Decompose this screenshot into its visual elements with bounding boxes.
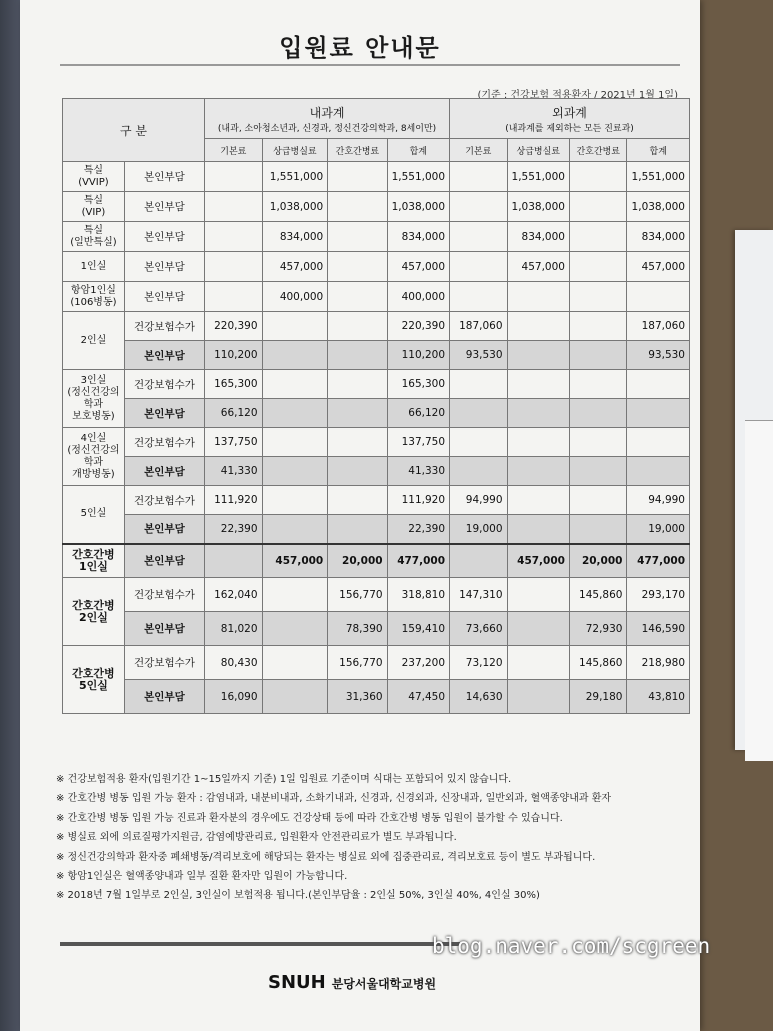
charge-type-label: 본인부담 — [124, 252, 204, 282]
subheader-cell: 상급병실료 — [262, 139, 328, 162]
fee-value — [450, 252, 508, 282]
charge-type-label: 건강보험수가 — [124, 486, 204, 515]
surgical-name: 외과계 — [552, 105, 587, 120]
fee-value — [262, 341, 328, 370]
fee-value — [262, 578, 328, 612]
fee-value: 1,038,000 — [262, 192, 328, 222]
fee-value: 41,330 — [205, 457, 263, 486]
subheader-cell: 기본료 — [450, 139, 508, 162]
fee-value — [262, 680, 328, 714]
charge-type-label: 건강보험수가 — [124, 578, 204, 612]
fee-value: 110,200 — [387, 341, 449, 370]
fee-value — [569, 252, 627, 282]
note-item: ※ 정신건강의학과 환자중 폐쇄병동/격리보호에 해당되는 환자는 병실료 외에 집중관리료, 격리보호료 등이 별도 부과됩니다. — [56, 851, 596, 863]
table-row — [63, 341, 690, 370]
fee-value: 457,000 — [507, 544, 569, 578]
fee-value: 457,000 — [627, 252, 690, 282]
fee-value: 165,300 — [387, 370, 449, 399]
room-category: 5인실 — [63, 486, 125, 544]
fee-value — [569, 162, 627, 192]
fee-value — [569, 192, 627, 222]
fee-value — [507, 680, 569, 714]
fee-value — [205, 544, 263, 578]
charge-type-label: 건강보험수가 — [124, 428, 204, 457]
fee-value: 159,410 — [387, 612, 449, 646]
fee-value: 834,000 — [627, 222, 690, 252]
fee-value — [627, 399, 690, 428]
table-row — [63, 544, 690, 578]
surgical-desc: (내과계를 제외하는 모든 진료과) — [505, 123, 634, 134]
room-category: 4인실 (정신건강의학과 개방병동) — [63, 428, 125, 486]
fee-value: 137,750 — [205, 428, 263, 457]
fee-value: 218,980 — [627, 646, 690, 680]
fee-value — [507, 312, 569, 341]
fee-value — [262, 312, 328, 341]
blog-watermark: blog.naver.com/scgreen — [432, 934, 711, 958]
fee-value: 400,000 — [262, 282, 328, 312]
fee-value — [450, 399, 508, 428]
room-category: 항암1인실 (106병동) — [63, 282, 125, 312]
table-corner-header: 구 분 — [63, 99, 205, 162]
fee-value — [507, 578, 569, 612]
fee-value — [569, 399, 627, 428]
fee-value: 94,990 — [627, 486, 690, 515]
fee-value — [450, 457, 508, 486]
table-row — [63, 312, 690, 341]
subheader-cell: 간호간병료 — [569, 139, 627, 162]
internal-name: 내과계 — [309, 105, 345, 120]
charge-type-label: 본인부담 — [124, 192, 204, 222]
fee-value: 237,200 — [387, 646, 449, 680]
subheader-cell: 합계 — [387, 139, 449, 162]
charge-type-label: 본인부담 — [124, 544, 204, 578]
fee-value: 834,000 — [507, 222, 569, 252]
table-row — [63, 578, 690, 612]
table-row — [63, 612, 690, 646]
fee-value: 457,000 — [262, 544, 328, 578]
room-category: 1인실 — [63, 252, 125, 282]
fee-value: 43,810 — [627, 680, 690, 714]
fee-value: 1,551,000 — [507, 162, 569, 192]
room-category: 특실 (VVIP) — [63, 162, 125, 192]
fee-value: 1,038,000 — [507, 192, 569, 222]
fee-value — [627, 457, 690, 486]
fee-value: 145,860 — [569, 578, 627, 612]
fee-value — [507, 486, 569, 515]
fee-value — [507, 457, 569, 486]
charge-type-label: 본인부담 — [124, 680, 204, 714]
fee-value — [328, 457, 387, 486]
fee-value — [569, 341, 627, 370]
document-page — [20, 0, 700, 1031]
fee-value: 78,390 — [328, 612, 387, 646]
note-item: ※ 2018년 7월 1일부로 2인실, 3인실이 보험적용 됩니다.(본인부담율 : 2인실 50%, 3인실 40%, 4인실 30%) — [56, 890, 540, 902]
bottom-divider — [60, 942, 460, 946]
note-item: ※ 건강보험적용 환자(입원기간 1~15일까지 기준) 1일 입원료 기준이며 식대는 포함되어 있지 않습니다. — [56, 774, 512, 785]
fee-value: 19,000 — [627, 515, 690, 544]
fee-value: 41,330 — [387, 457, 449, 486]
fee-value — [450, 370, 508, 399]
fee-value: 20,000 — [569, 544, 627, 578]
fee-value: 834,000 — [262, 222, 328, 252]
table-row — [63, 428, 690, 457]
fee-value: 72,930 — [569, 612, 627, 646]
fee-value: 147,310 — [450, 578, 508, 612]
fee-value — [262, 370, 328, 399]
fee-value: 66,120 — [205, 399, 263, 428]
charge-type-label: 본인부담 — [124, 162, 204, 192]
fee-value — [507, 612, 569, 646]
note-item: ※ 병실료 외에 의료질평가지원금, 감염예방관리료, 입원환자 안전관리료가 별도 부과됩니다. — [56, 832, 457, 844]
fee-value: 14,630 — [450, 680, 508, 714]
internal-header — [205, 99, 450, 139]
fee-value: 162,040 — [205, 578, 263, 612]
fee-value — [328, 192, 387, 222]
table-row — [63, 222, 690, 252]
room-category: 간호간병 2인실 — [63, 578, 125, 646]
fee-value — [328, 312, 387, 341]
fee-value — [262, 515, 328, 544]
fee-value — [205, 282, 263, 312]
table-row — [63, 515, 690, 544]
fee-value: 400,000 — [387, 282, 449, 312]
room-category: 2인실 — [63, 312, 125, 370]
fee-value: 293,170 — [627, 578, 690, 612]
charge-type-label: 본인부담 — [124, 399, 204, 428]
fee-value — [450, 192, 508, 222]
fee-value: 187,060 — [627, 312, 690, 341]
fee-value: 111,920 — [387, 486, 449, 515]
table-row — [63, 282, 690, 312]
fee-value: 73,120 — [450, 646, 508, 680]
table-row — [63, 399, 690, 428]
subheader-cell: 간호간병료 — [328, 139, 387, 162]
fee-value — [262, 612, 328, 646]
room-category: 특실 (일반특실) — [63, 222, 125, 252]
fee-value: 94,990 — [450, 486, 508, 515]
fee-value — [262, 646, 328, 680]
fee-value: 187,060 — [450, 312, 508, 341]
fee-value: 73,660 — [450, 612, 508, 646]
fee-value — [262, 399, 328, 428]
background-paper-2 — [745, 420, 773, 761]
fee-value: 110,200 — [205, 341, 263, 370]
notes-list — [56, 770, 696, 906]
room-category: 특실 (VIP) — [63, 192, 125, 222]
fee-value — [328, 399, 387, 428]
fee-value — [627, 370, 690, 399]
table-row — [63, 192, 690, 222]
fee-value: 220,390 — [205, 312, 263, 341]
fee-value: 1,551,000 — [627, 162, 690, 192]
fee-value: 81,020 — [205, 612, 263, 646]
fee-value: 156,770 — [328, 646, 387, 680]
fee-value — [328, 486, 387, 515]
fee-value: 1,038,000 — [387, 192, 449, 222]
fee-value — [569, 222, 627, 252]
fee-value: 111,920 — [205, 486, 263, 515]
fee-value — [328, 370, 387, 399]
document-title: 입원료 안내문 — [279, 34, 441, 62]
fee-value — [569, 515, 627, 544]
logo-name: 분당서울대학교병원 — [331, 977, 437, 991]
table-row — [63, 252, 690, 282]
charge-type-label: 건강보험수가 — [124, 312, 204, 341]
fee-value: 93,530 — [450, 341, 508, 370]
fee-value — [205, 162, 263, 192]
fee-value — [262, 428, 328, 457]
logo-mark: SNUH — [268, 972, 326, 993]
fee-value — [328, 515, 387, 544]
table-row — [63, 680, 690, 714]
fee-value: 31,360 — [328, 680, 387, 714]
fee-value — [205, 252, 263, 282]
fee-value: 22,390 — [387, 515, 449, 544]
table-row — [63, 162, 690, 192]
subheader-cell: 기본료 — [205, 139, 263, 162]
fee-value — [262, 486, 328, 515]
fee-value — [627, 428, 690, 457]
subheader-cell: 상급병실료 — [507, 139, 569, 162]
table-row — [63, 646, 690, 680]
fee-value: 66,120 — [387, 399, 449, 428]
fee-value — [507, 341, 569, 370]
fee-value — [328, 282, 387, 312]
fee-value — [205, 192, 263, 222]
fee-value: 16,090 — [205, 680, 263, 714]
fee-value — [507, 428, 569, 457]
fee-value: 47,450 — [387, 680, 449, 714]
fee-value: 477,000 — [387, 544, 449, 578]
fee-value: 220,390 — [387, 312, 449, 341]
charge-type-label: 본인부담 — [124, 457, 204, 486]
fee-value — [569, 282, 627, 312]
title-divider — [60, 64, 680, 66]
charge-type-label: 건강보험수가 — [124, 646, 204, 680]
fee-value: 834,000 — [387, 222, 449, 252]
fee-value — [507, 515, 569, 544]
subheader-cell: 합계 — [627, 139, 690, 162]
fee-value — [450, 222, 508, 252]
charge-type-label: 본인부담 — [124, 282, 204, 312]
fee-value — [569, 457, 627, 486]
fee-value: 22,390 — [205, 515, 263, 544]
fee-value: 20,000 — [328, 544, 387, 578]
fee-value: 457,000 — [262, 252, 328, 282]
table-row — [63, 370, 690, 399]
fee-value — [450, 428, 508, 457]
fee-value: 457,000 — [507, 252, 569, 282]
fee-value — [507, 370, 569, 399]
fee-value — [450, 544, 508, 578]
fee-value — [569, 486, 627, 515]
charge-type-label: 본인부담 — [124, 222, 204, 252]
fee-value — [507, 646, 569, 680]
note-item: ※ 간호간병 병동 입원 가능 진료과 환자분의 경우에도 건강상태 등에 따라 간호간병 병동 입원이 불가할 수 있습니다. — [56, 812, 563, 824]
surgical-header — [450, 99, 690, 139]
basis-note: (기준 : 건강보험 적용환자 / 2021년 1월 1일) — [477, 90, 678, 101]
fee-value: 457,000 — [387, 252, 449, 282]
table-row — [63, 486, 690, 515]
fee-value — [328, 162, 387, 192]
fee-value — [262, 457, 328, 486]
fee-value: 137,750 — [387, 428, 449, 457]
hospital-logo — [268, 972, 436, 993]
fee-value — [205, 222, 263, 252]
fee-value: 19,000 — [450, 515, 508, 544]
fee-value: 80,430 — [205, 646, 263, 680]
fee-value: 146,590 — [627, 612, 690, 646]
charge-type-label: 건강보험수가 — [124, 370, 204, 399]
room-category: 간호간병 1인실 — [63, 544, 125, 578]
fee-value: 477,000 — [627, 544, 690, 578]
fee-value — [569, 370, 627, 399]
fee-value — [450, 282, 508, 312]
fee-value: 1,551,000 — [387, 162, 449, 192]
fee-value — [507, 399, 569, 428]
fee-value — [328, 252, 387, 282]
fee-value: 29,180 — [569, 680, 627, 714]
fee-value: 156,770 — [328, 578, 387, 612]
internal-desc: (내과, 소아청소년과, 신경과, 정신건강의학과, 8세이만) — [217, 123, 437, 134]
fee-value — [328, 428, 387, 457]
fee-value: 165,300 — [205, 370, 263, 399]
table-row — [63, 457, 690, 486]
fee-value — [328, 222, 387, 252]
fee-value — [627, 282, 690, 312]
fee-value — [569, 428, 627, 457]
fee-value: 93,530 — [627, 341, 690, 370]
fee-value — [328, 341, 387, 370]
note-item: ※ 간호간병 병동 입원 가능 환자 : 감염내과, 내분비내과, 소화기내과, 신경과, 신경외과, 신장내과, 일반외과, 혈액종양내과 환자 — [56, 793, 612, 805]
fee-value — [569, 312, 627, 341]
note-item: ※ 항암1인실은 혈액종양내과 일부 질환 환자만 입원이 가능합니다. — [56, 871, 348, 883]
fee-value: 145,860 — [569, 646, 627, 680]
room-category: 3인실 (정신건강의학과 보호병동) — [63, 370, 125, 428]
fee-value — [507, 282, 569, 312]
fee-table — [62, 98, 690, 714]
charge-type-label: 본인부담 — [124, 341, 204, 370]
fee-value: 1,551,000 — [262, 162, 328, 192]
fee-value: 318,810 — [387, 578, 449, 612]
room-category: 간호간병 5인실 — [63, 646, 125, 714]
fee-value — [450, 162, 508, 192]
fee-value: 1,038,000 — [627, 192, 690, 222]
charge-type-label: 본인부담 — [124, 612, 204, 646]
charge-type-label: 본인부담 — [124, 515, 204, 544]
